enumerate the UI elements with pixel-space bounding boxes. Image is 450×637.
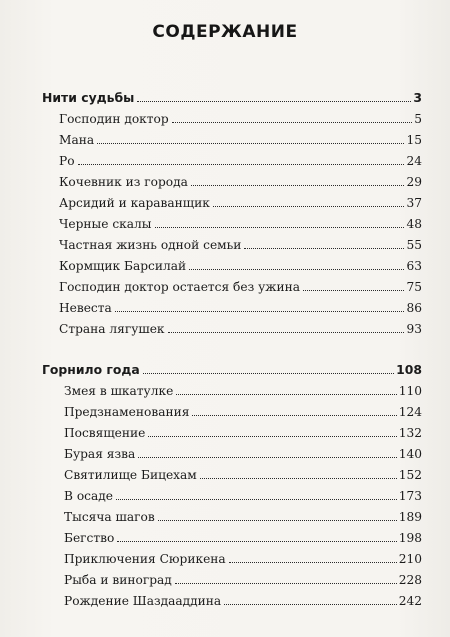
- toc-entry: [42, 298, 422, 319]
- toc-page-number: 189: [398, 510, 422, 524]
- toc-chapter-title: Приключения Сюрикена: [64, 552, 226, 566]
- toc-entry: [42, 319, 422, 340]
- toc-entry: [42, 423, 422, 444]
- toc-part-1: [42, 86, 422, 340]
- dot-leader: [115, 311, 405, 312]
- toc-entry: [42, 402, 422, 423]
- toc-entry: [42, 381, 422, 402]
- toc-part-title: Нити судьбы: [42, 90, 135, 105]
- toc-chapter-title: Мана: [59, 133, 95, 147]
- toc-entry: [42, 172, 422, 193]
- toc-page-number: 228: [398, 573, 422, 587]
- toc-chapter-title: В осаде: [64, 489, 113, 503]
- toc-entry: [42, 214, 422, 235]
- toc-chapter-title: Тысяча шагов: [64, 510, 155, 524]
- dot-leader: [143, 373, 394, 374]
- toc-entry: [42, 109, 422, 130]
- dot-leader: [155, 227, 405, 228]
- dot-leader: [189, 269, 404, 270]
- toc-page-number: 75: [406, 280, 422, 294]
- toc-page-number: 210: [398, 552, 422, 566]
- toc-chapter-title: Святилище Бицехам: [64, 468, 197, 482]
- toc-chapter-title: Арсидий и караванщик: [59, 196, 210, 210]
- dot-leader: [244, 248, 404, 249]
- toc-chapter-title: Господин доктор остается без ужина: [59, 280, 301, 294]
- toc-chapter-title: Кочевник из города: [59, 175, 188, 189]
- toc-entry: [42, 465, 422, 486]
- toc-page-number: 140: [398, 447, 422, 461]
- dot-leader: [137, 101, 411, 102]
- toc-entry: [42, 549, 422, 570]
- toc-entry: [42, 444, 422, 465]
- dot-leader: [116, 499, 397, 500]
- toc-page-number: 108: [396, 362, 422, 377]
- toc-chapter-title: Бегство: [64, 531, 115, 545]
- toc-page-number: 152: [398, 468, 422, 482]
- toc-entry: [42, 130, 422, 151]
- toc-page-number: 242: [398, 594, 422, 608]
- toc-page-number: 124: [398, 405, 422, 419]
- toc-entry: [42, 151, 422, 172]
- dot-leader: [224, 604, 397, 605]
- dot-leader: [117, 541, 396, 542]
- toc-page-number: 55: [406, 238, 422, 252]
- toc-page-number: 63: [406, 259, 422, 273]
- toc-page-number: 198: [398, 531, 422, 545]
- page-title: СОДЕРЖАНИЕ: [152, 22, 298, 42]
- toc-page-number: 110: [398, 384, 422, 398]
- toc-part-heading: [42, 358, 422, 381]
- dot-leader: [176, 394, 396, 395]
- toc-chapter-title: Змея в шкатулке: [64, 384, 174, 398]
- dot-leader: [148, 436, 396, 437]
- toc-chapter-title: Предзнаменования: [64, 405, 190, 419]
- toc-entry: [42, 507, 422, 528]
- toc-chapter-title: Рыба и виноград: [64, 573, 172, 587]
- toc-page-number: 37: [406, 196, 422, 210]
- dot-leader: [200, 478, 397, 479]
- toc-page-number: 5: [414, 112, 422, 126]
- dot-leader: [168, 332, 405, 333]
- toc-part-2: [42, 358, 422, 612]
- toc-page-number: 48: [406, 217, 422, 231]
- toc-part-title: Горнило года: [42, 362, 140, 377]
- dot-leader: [191, 185, 405, 186]
- toc-chapter-title: Невеста: [59, 301, 112, 315]
- toc-entry: [42, 591, 422, 612]
- toc-chapter-title: Рождение Шаздаaддина: [64, 594, 222, 608]
- toc-chapter-title: Кормщик Барсилай: [59, 259, 187, 273]
- toc-chapter-title: Бурая язва: [64, 447, 136, 461]
- toc-chapter-title: Посвящение: [64, 426, 146, 440]
- toc-chapter-title: Черные скалы: [59, 217, 152, 231]
- toc-entry: [42, 528, 422, 549]
- toc-entry: [42, 486, 422, 507]
- toc-part-heading: [42, 86, 422, 109]
- toc-chapter-title: Страна лягушек: [59, 322, 165, 336]
- dot-leader: [138, 457, 397, 458]
- toc-entry: [42, 256, 422, 277]
- toc-entry: [42, 193, 422, 214]
- toc-page-number: 24: [406, 154, 422, 168]
- toc-chapter-title: Ро: [59, 154, 75, 168]
- dot-leader: [213, 206, 405, 207]
- dot-leader: [229, 562, 397, 563]
- toc-chapter-title: Господин доктор: [59, 112, 169, 126]
- toc-page-number: 173: [398, 489, 422, 503]
- dot-leader: [303, 290, 404, 291]
- dot-leader: [175, 583, 397, 584]
- toc-entry: [42, 570, 422, 591]
- toc-page-number: 29: [406, 175, 422, 189]
- toc-page-number: 86: [406, 301, 422, 315]
- toc-page-number: 3: [413, 90, 422, 105]
- toc-page-number: 93: [406, 322, 422, 336]
- toc-page-number: 132: [398, 426, 422, 440]
- dot-leader: [97, 143, 404, 144]
- dot-leader: [192, 415, 396, 416]
- toc-chapter-title: Частная жизнь одной семьи: [59, 238, 242, 252]
- toc-entry: [42, 277, 422, 298]
- dot-leader: [78, 164, 405, 165]
- dot-leader: [158, 520, 397, 521]
- toc-page-number: 15: [406, 133, 422, 147]
- toc-entry: [42, 235, 422, 256]
- dot-leader: [172, 122, 413, 123]
- table-of-contents: [42, 86, 422, 630]
